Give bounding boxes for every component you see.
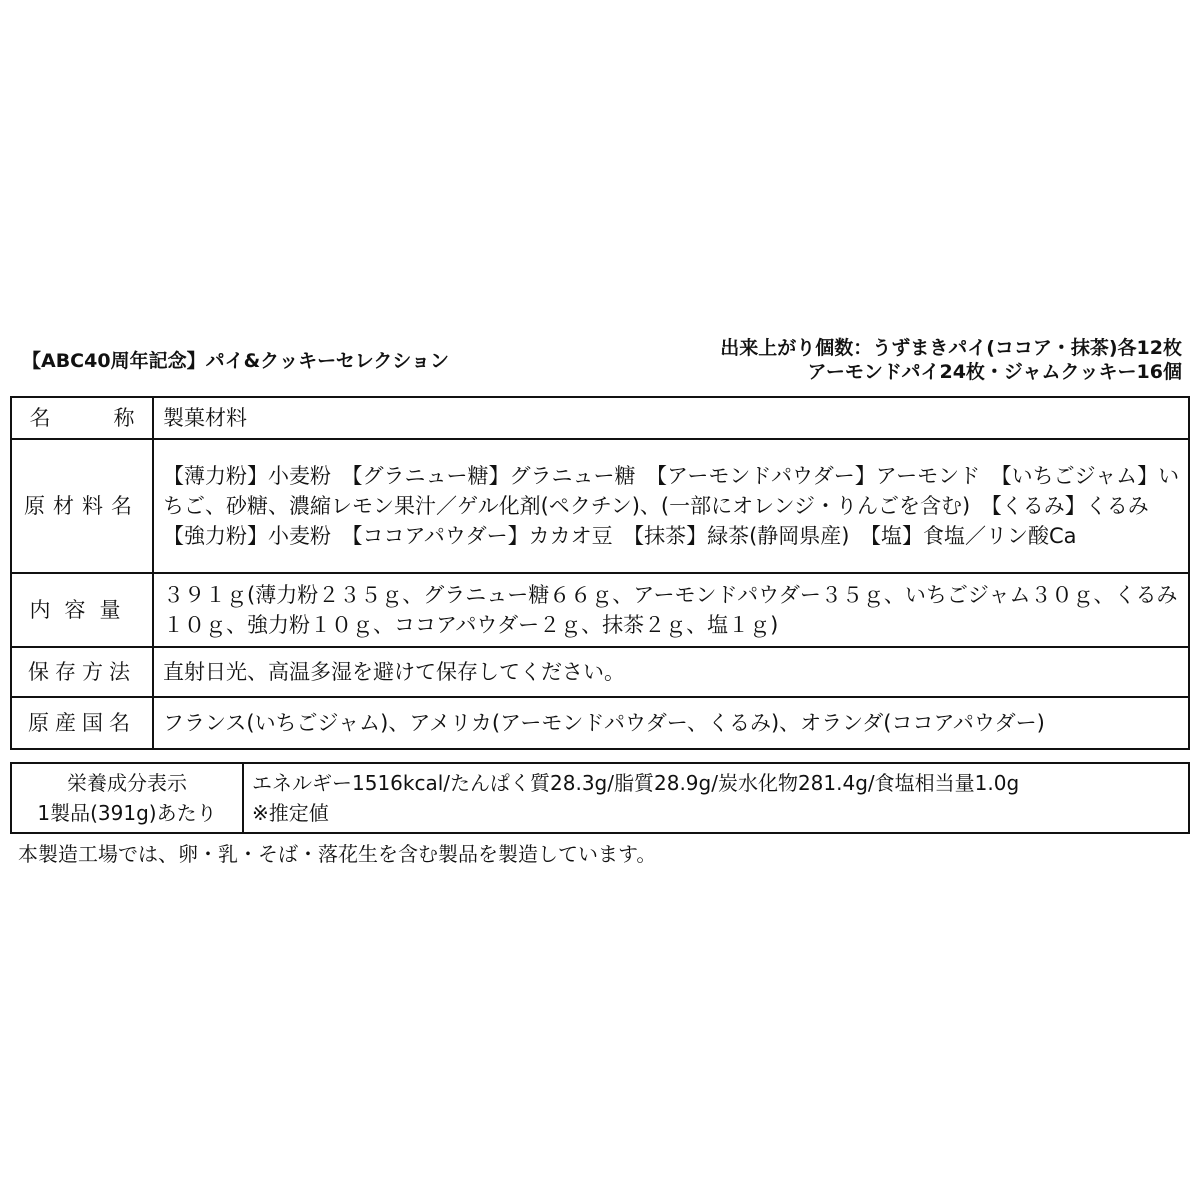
nutrition-note: ※推定値 xyxy=(252,801,329,825)
product-title: 【ABC40周年記念】パイ&クッキーセレクション xyxy=(22,350,450,372)
label-ingredients: 原材料名 xyxy=(11,439,153,573)
value-storage: 直射日光、高温多湿を避けて保存してください。 xyxy=(153,647,1189,697)
label-storage: 保存方法 xyxy=(11,647,153,697)
nutrition-values xyxy=(243,763,1189,833)
row-origin xyxy=(11,697,1189,749)
value-name: 製菓材料 xyxy=(153,397,1189,439)
row-name xyxy=(11,397,1189,439)
nutrition-label-line-1: 栄養成分表示 xyxy=(67,771,187,795)
allergen-note: 本製造工場では、卵・乳・そば・落花生を含む製品を製造しています。 xyxy=(18,842,657,866)
value-ingredients: 【薄力粉】小麦粉 【グラニュー糖】グラニュー糖 【アーモンドパウダー】アーモンド 【いちごジャム】いちご、砂糖、濃縮レモン果汁／ゲル化剤(ペクチン)、(一部にオレンジ・りんごを含む) 【くるみ】くるみ 【強力粉】小麦粉 【ココアパウダー】カカオ豆 【抹茶】緑茶(静岡県産) 【塩】食塩／リン酸Ca xyxy=(153,439,1189,573)
value-contents: ３９１ｇ(薄力粉２３５ｇ、グラニュー糖６６ｇ、アーモンドパウダー３５ｇ、いちごジャム３０ｇ、くるみ１０ｇ、強力粉１０ｇ、ココアパウダー２ｇ、抹茶２ｇ、塩１ｇ) xyxy=(153,573,1189,647)
row-ingredients xyxy=(11,439,1189,573)
label-name: 名 称 xyxy=(11,397,153,439)
label-origin: 原産国名 xyxy=(11,697,153,749)
product-info-table xyxy=(10,396,1190,750)
nutrition-label xyxy=(11,763,243,833)
nutrition-row xyxy=(11,763,1189,833)
label-contents: 内容量 xyxy=(11,573,153,647)
nutrition-values-line-1: エネルギー1516kcal/たんぱく質28.3g/脂質28.9g/炭水化物281.4g/食塩相当量1.0g xyxy=(252,771,1020,795)
value-origin: フランス(いちごジャム)、アメリカ(アーモンドパウダー、くるみ)、オランダ(ココアパウダー) xyxy=(153,697,1189,749)
row-contents xyxy=(11,573,1189,647)
yield-line-2: アーモンドパイ24枚・ジャムクッキー16個 xyxy=(807,361,1182,383)
row-storage xyxy=(11,647,1189,697)
nutrition-table xyxy=(10,762,1190,834)
yield-line-1: 出来上がり個数：うずまきパイ(ココア・抹茶)各12枚 xyxy=(720,337,1182,359)
yield-info xyxy=(720,336,1182,384)
nutrition-label-line-2: 1製品(391g)あたり xyxy=(37,801,217,825)
